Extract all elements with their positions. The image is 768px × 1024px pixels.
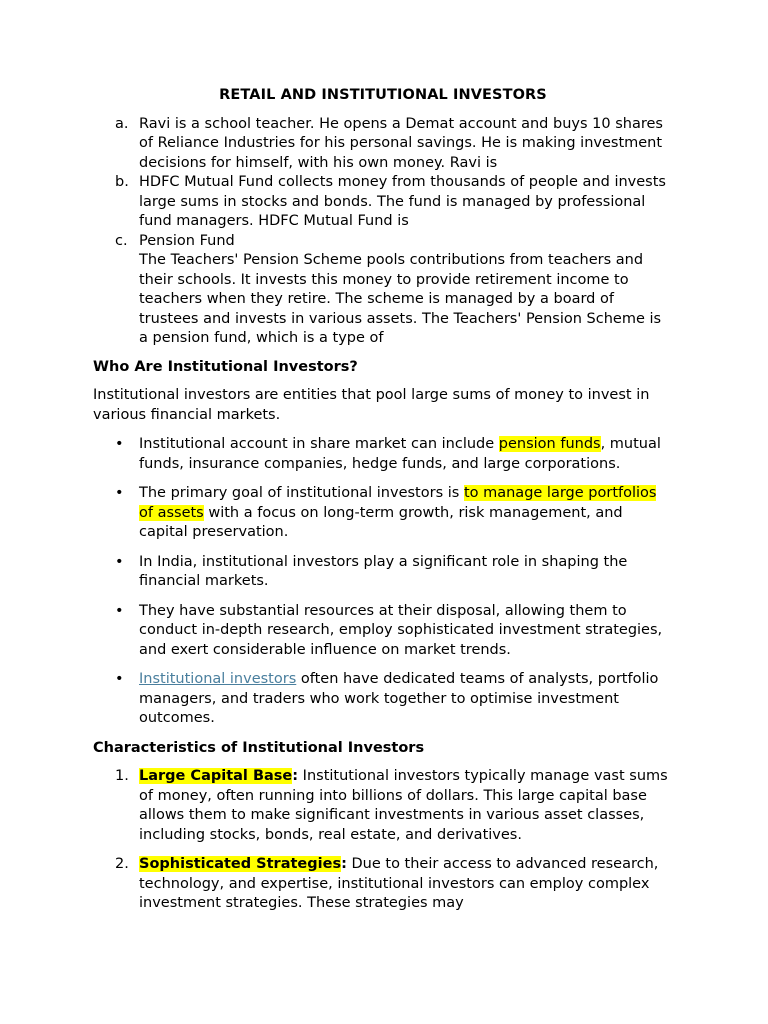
- term-highlight: Sophisticated Strategies: [139, 856, 342, 872]
- scenario-subtext: The Teachers' Pension Scheme pools contributions from teachers and their schools. It invests this money to provide retirement income to teachers when they retire. The scheme is managed by a board of trustees and invests in various assets. The Teachers' Pension Scheme is a pension fund, which is a type of: [139, 252, 662, 346]
- list-item: [93, 232, 673, 349]
- section-intro: Institutional investors are entities that pool large sums of money to invest in various financial markets.: [93, 387, 650, 423]
- bullet-text-pre: The primary goal of institutional investors is: [139, 485, 464, 501]
- list-marker: b.: [115, 174, 129, 190]
- bullet-icon: •: [115, 553, 124, 570]
- bullet-text-post: with a focus on long-term growth, risk management, and capital preservation.: [139, 504, 623, 540]
- scenario-text: Pension Fund: [139, 232, 235, 249]
- document-page: [93, 86, 673, 924]
- item-text: Due to their access to advanced research, technology, and expertise, institutional investors can employ complex investment strategies. These strategies may: [139, 856, 659, 911]
- item-text: Institutional investors typically manage vast sums of money, often running into billions of dollars. This large capital base allows them to make significant investments in various asset classes, including stocks, bonds, real estate, and derivatives.: [139, 768, 668, 843]
- list-item: [93, 173, 673, 232]
- list-item: [93, 553, 673, 592]
- scenario-list: [93, 115, 673, 349]
- bullet-text: They have substantial resources at their disposal, allowing them to conduct in-depth research, employ sophisticated investment strategies, and exert considerable influence on market trends.: [139, 602, 663, 658]
- section-heading-characteristics: Characteristics of Institutional Investors: [93, 739, 425, 756]
- numbered-list: [93, 767, 673, 914]
- scenario-text: HDFC Mutual Fund collects money from thousands of people and invests large sums in stocks and bonds. The fund is managed by professional fund managers. HDFC Mutual Fund is: [139, 174, 666, 229]
- list-item: [93, 484, 673, 543]
- document-title: RETAIL AND INSTITUTIONAL INVESTORS: [219, 87, 547, 103]
- list-item: [93, 767, 673, 845]
- bullet-text-pre: Institutional account in share market can include: [139, 436, 499, 452]
- bullet-text-post: often have dedicated teams of analysts, portfolio managers, and traders who work together to optimise investment outcomes.: [139, 671, 659, 726]
- bullet-text-post: , mutual funds, insurance companies, hedge funds, and large corporations.: [139, 436, 661, 472]
- scenario-text: Ravi is a school teacher. He opens a Demat account and buys 10 shares of Reliance Industries for his personal savings. He is making investment decisions for himself, with his own money. Ravi is: [139, 115, 663, 171]
- list-marker: a.: [115, 115, 129, 132]
- term-colon: :: [341, 856, 347, 872]
- bullet-text: In India, institutional investors play a significant role in shaping the financial markets.: [139, 553, 628, 589]
- institutional-investors-link[interactable]: Institutional investors: [139, 671, 297, 687]
- list-item: [93, 115, 673, 174]
- list-item: [93, 670, 673, 729]
- list-item: [93, 602, 673, 661]
- bullet-icon: •: [115, 485, 124, 501]
- bullet-icon: •: [115, 436, 124, 452]
- list-marker: c.: [115, 232, 128, 249]
- term-highlight: Large Capital Base: [139, 768, 293, 784]
- list-number: 1.: [115, 768, 129, 784]
- list-number: 2.: [115, 856, 129, 872]
- bullet-icon: •: [115, 602, 124, 619]
- bullet-icon: •: [115, 671, 124, 687]
- term-colon: :: [292, 768, 299, 784]
- list-item: [93, 855, 673, 914]
- list-item: [93, 435, 673, 474]
- bullet-list: [93, 435, 673, 729]
- section-heading-who: Who Are Institutional Investors?: [93, 358, 358, 375]
- highlighted-text: pension funds: [498, 436, 601, 452]
- highlighted-text: to manage large portfolios of assets: [139, 485, 657, 521]
